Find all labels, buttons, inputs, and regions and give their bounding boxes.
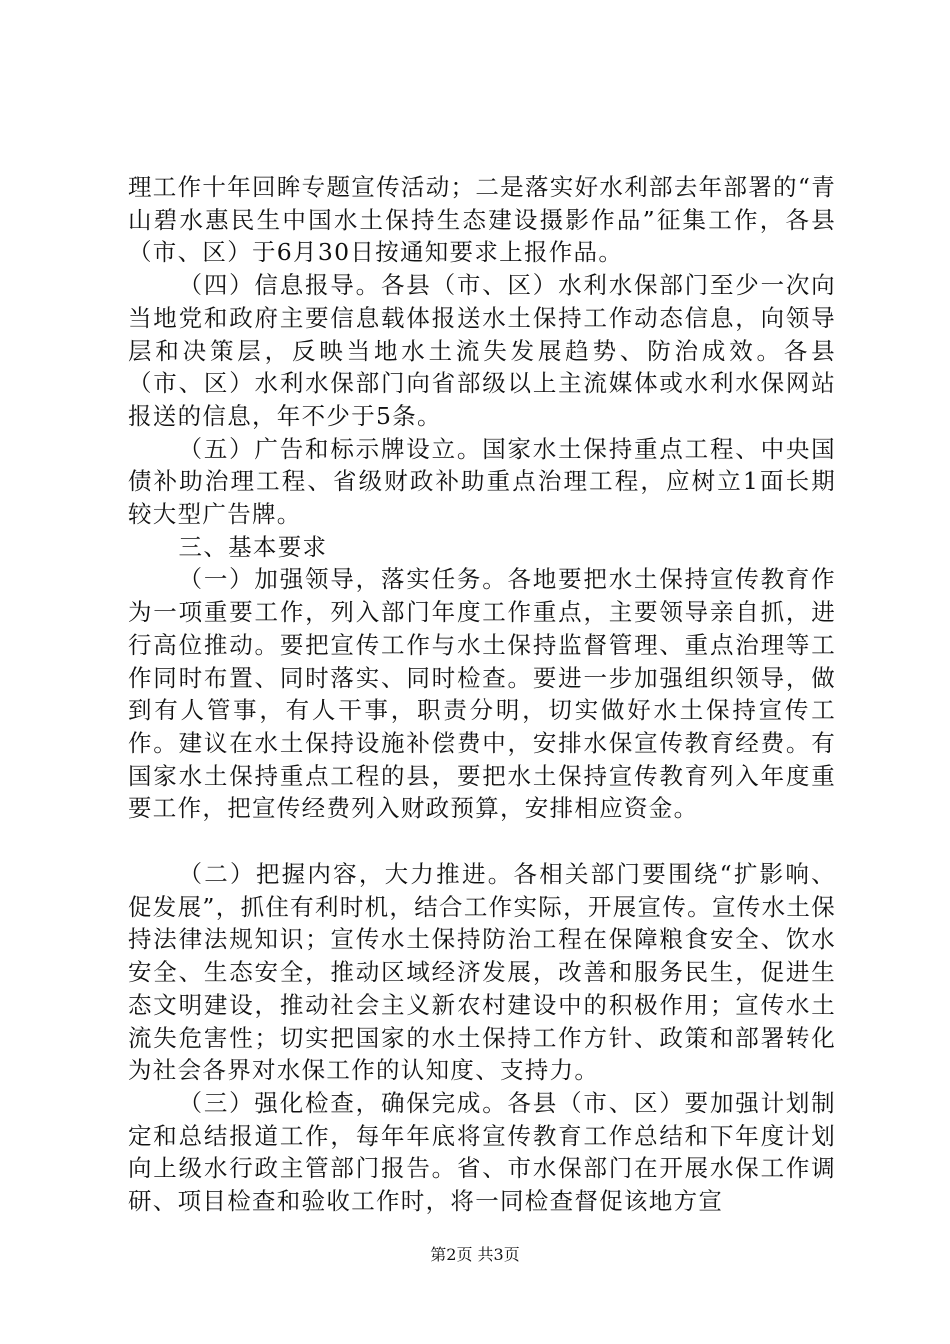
paragraph-content-promotion: （二）把握内容，大力推进。各相关部门要围绕“扩影响、促发展”，抓住有利时机，结合工作实际，开展宣传。宣传水土保持法律法规知识；宣传水土保持防治工程在保障粮食安全、饮水安全、生态安全，推动区域经济发展，改善和服务民生，促进生态文明建设，推动社会主义新农村建设中的积极作用；宣传水土流失危害性；切实把国家的水土保持工作方针、政策和部署转化为社会各界对水保工作的认知度、支持力。 bbox=[128, 860, 836, 1085]
paragraph-leadership: （一）加强领导，落实任务。各地要把水土保持宣传教育作为一项重要工作，列入部门年度工作重点，主要领导亲自抓，进行高位推动。要把宣传工作与水土保持监督管理、重点治理等工作同时布置、同时落实、同时检查。要进一步加强组织领导，做到有人管事，有人干事，职责分明，切实做好水土保持宣传工作。建议在水土保持设施补偿费中，安排水保宣传教育经费。有国家水土保持重点工程的县，要把水土保持宣传教育列入年度重要工作，把宣传经费列入财政预算，安排相应资金。 bbox=[128, 565, 836, 823]
section-heading-basic-requirements: 三、基本要求 bbox=[178, 532, 328, 561]
paragraph-info-report: （四）信息报导。各县（市、区）水利水保部门至少一次向当地党和政府主要信息载体报送水土保持工作动态信息，向领导层和决策层，反映当地水土流失发展趋势、防治成效。各县（市、区）水利水保部门向省部级以上主流媒体或水利水保网站报送的信息，年不少于5条。 bbox=[128, 271, 836, 430]
paragraph-continued: 理工作十年回眸专题宣传活动；二是落实好水利部去年部署的“青山碧水惠民生中国水土保持生态建设摄影作品”征集工作，各县（市、区）于6月30日按通知要求上报作品。 bbox=[128, 173, 836, 267]
paragraph-billboard: （五）广告和标示牌设立。国家水土保持重点工程、中央国债补助治理工程、省级财政补助重点治理工程，应树立1面长期较大型广告牌。 bbox=[128, 434, 836, 529]
paragraph-spacer bbox=[128, 825, 836, 858]
paragraph-inspection: （三）强化检查，确保完成。各县（市、区）要加强计划制定和总结报道工作，每年年底将宣传教育工作总结和下年度计划向上级水行政主管部门报告。省、市水保部门在开展水保工作调研、项目检查和验收工作时，将一同检查督促该地方宣 bbox=[128, 1088, 836, 1216]
page-number-footer: 第2页 共3页 bbox=[430, 1245, 520, 1264]
document-body bbox=[128, 171, 836, 1218]
